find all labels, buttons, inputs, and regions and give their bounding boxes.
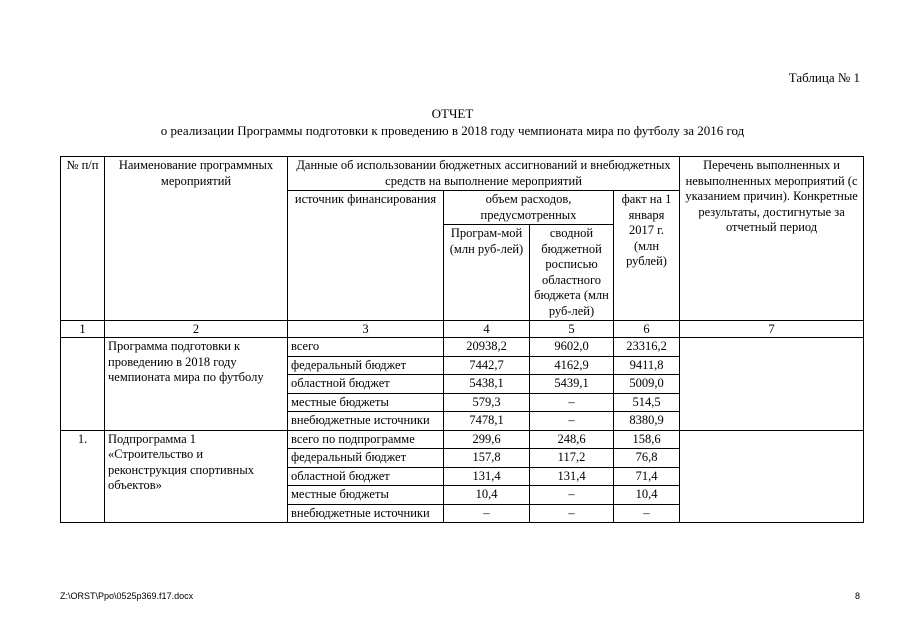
column-number: 6: [614, 321, 680, 338]
column-number: 1: [61, 321, 105, 338]
fact-amount: 514,5: [614, 393, 680, 412]
budget-amount: 9602,0: [530, 338, 614, 357]
column-number: 3: [288, 321, 444, 338]
funding-source: федеральный бюджет: [288, 449, 444, 468]
footer-file-path: Z:\ORST\Ppo\0525p369.f17.docx: [60, 591, 194, 601]
row-number: [61, 338, 105, 431]
page-number: 8: [854, 591, 860, 601]
funding-source: федеральный бюджет: [288, 356, 444, 375]
budget-amount: 131,4: [530, 467, 614, 486]
fact-amount: 71,4: [614, 467, 680, 486]
funding-source: местные бюджеты: [288, 486, 444, 505]
table-row: [61, 430, 864, 449]
program-amount: 5438,1: [444, 375, 530, 394]
funding-source: внебюджетные источники: [288, 412, 444, 431]
report-table: [60, 156, 864, 523]
header-volume: объем расходов, предусмотренных: [444, 191, 614, 225]
program-activity-name: Программа подготовки к проведению в 2018 году чемпионата мира по футболу: [105, 338, 288, 431]
header-fact: факт на 1 января 2017 г. (млн рублей): [614, 191, 680, 321]
budget-amount: –: [530, 486, 614, 505]
budget-amount: 4162,9: [530, 356, 614, 375]
column-number: 4: [444, 321, 530, 338]
funding-source: областной бюджет: [288, 467, 444, 486]
header-budget: сводной бюджетной росписью областного бюджета (млн руб-лей): [530, 225, 614, 321]
column-number: 7: [680, 321, 864, 338]
header-program: Програм-мой (млн руб-лей): [444, 225, 530, 321]
program-activity-name: Подпрограмма 1 «Строительство и реконструкция спортивных объектов»: [105, 430, 288, 523]
fact-amount: 23316,2: [614, 338, 680, 357]
budget-amount: –: [530, 393, 614, 412]
header-name: Наименование программных мероприятий: [105, 157, 288, 321]
funding-source: внебюджетные источники: [288, 504, 444, 523]
program-amount: 7442,7: [444, 356, 530, 375]
header-num: № п/п: [61, 157, 105, 321]
budget-amount: –: [530, 504, 614, 523]
results-description: [680, 338, 864, 431]
header-row: [61, 157, 864, 191]
program-amount: 20938,2: [444, 338, 530, 357]
program-amount: 10,4: [444, 486, 530, 505]
budget-amount: –: [530, 412, 614, 431]
results-description: [680, 430, 864, 523]
fact-amount: 8380,9: [614, 412, 680, 431]
program-amount: –: [444, 504, 530, 523]
column-number: 5: [530, 321, 614, 338]
header-list: Перечень выполненных и невыполненных мероприятий (с указанием причин). Конкретные результаты, достигнутые за отчетный период: [680, 157, 864, 321]
column-number: 2: [105, 321, 288, 338]
fact-amount: 9411,8: [614, 356, 680, 375]
table-row: [61, 338, 864, 357]
document-subtitle: о реализации Программы подготовки к проведению в 2018 году чемпионата мира по футболу за 2016 год: [160, 123, 745, 138]
program-amount: 157,8: [444, 449, 530, 468]
program-amount: 579,3: [444, 393, 530, 412]
funding-source: областной бюджет: [288, 375, 444, 394]
program-amount: 131,4: [444, 467, 530, 486]
fact-amount: 76,8: [614, 449, 680, 468]
budget-amount: 5439,1: [530, 375, 614, 394]
funding-source: всего: [288, 338, 444, 357]
fact-amount: 5009,0: [614, 375, 680, 394]
budget-amount: 248,6: [530, 430, 614, 449]
program-amount: 7478,1: [444, 412, 530, 431]
fact-amount: –: [614, 504, 680, 523]
fact-amount: 158,6: [614, 430, 680, 449]
header-source: источник финансирования: [288, 191, 444, 321]
program-amount: 299,6: [444, 430, 530, 449]
row-number: 1.: [61, 430, 105, 523]
fact-amount: 10,4: [614, 486, 680, 505]
funding-source: местные бюджеты: [288, 393, 444, 412]
funding-source: всего по подпрограмме: [288, 430, 444, 449]
column-number-row: [61, 321, 864, 338]
budget-amount: 117,2: [530, 449, 614, 468]
header-data: Данные об использовании бюджетных ассигнований и внебюджетных средств на выполнение мероприятий: [288, 157, 680, 191]
table-number-label: Таблица № 1: [788, 70, 860, 85]
document-title: ОТЧЕТ: [431, 106, 474, 121]
